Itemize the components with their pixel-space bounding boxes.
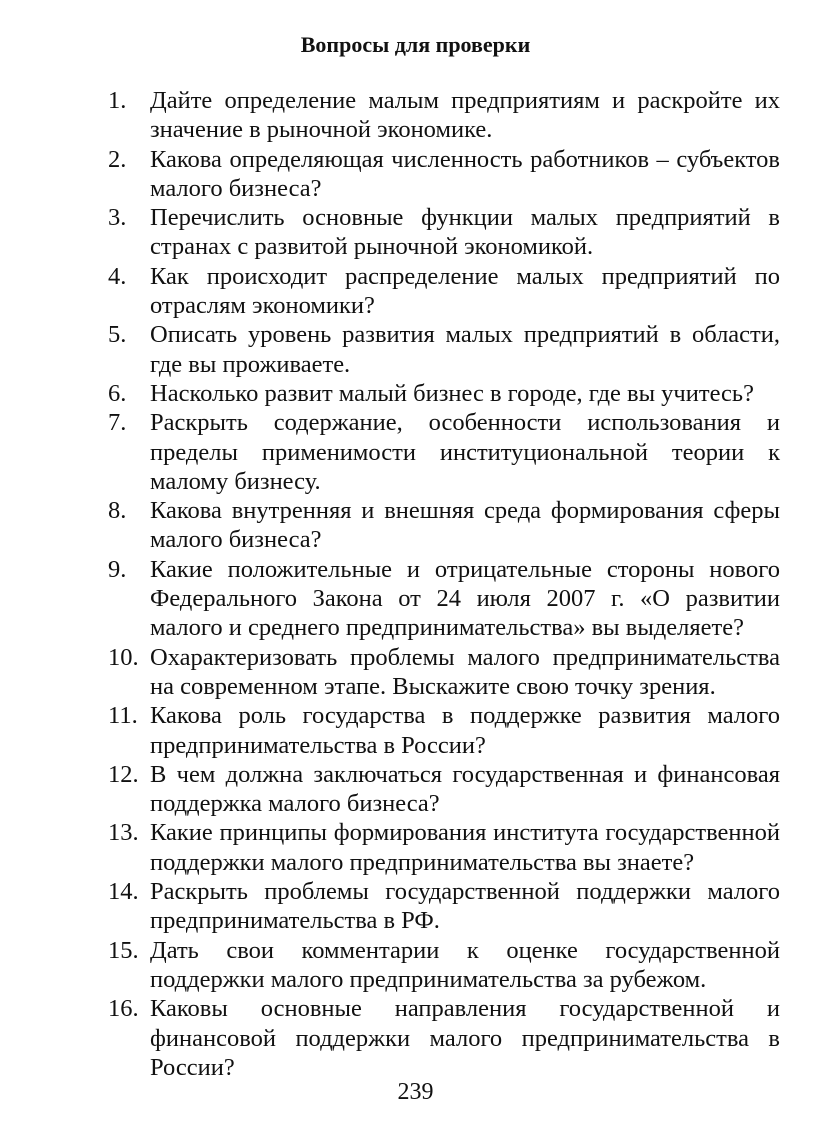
page-number: 239 [397,1079,434,1105]
question-item [108,262,780,321]
question-item [108,555,780,643]
question-text: Охарактеризовать проблемы малого предпринимательства на современном этапе. Выскажите свою точку зрения. [150,643,780,700]
question-text: Перечислить основные функции малых предприятий в странах с развитой рыночной экономикой. [150,204,780,261]
question-item [108,496,780,555]
question-text: Описать уровень развития малых предприятий в области, где вы проживаете. [150,321,780,378]
question-item [108,818,780,877]
question-item [108,643,780,702]
question-item [108,936,780,995]
question-number: 10. [108,643,139,671]
question-number: 15. [108,936,139,964]
question-number: 13. [108,819,139,847]
question-item [108,86,780,145]
question-number: 2. [108,145,127,173]
question-item [108,408,780,496]
question-text: Раскрыть проблемы государственной поддержки малого предпринимательства в РФ. [150,878,780,935]
question-number: 3. [108,204,127,232]
question-number: 16. [108,995,139,1023]
question-text: Какова определяющая численность работников – субъектов малого бизнеса? [150,145,780,202]
question-text: Каковы основные направления государственной и финансовой поддержки малого предпринимательства в России? [150,995,780,1081]
question-item [108,320,780,379]
question-text: Дать свои комментарии к оценке государственной поддержки малого предпринимательства за рубежом. [150,936,780,993]
question-number: 1. [108,87,127,114]
question-item [108,994,780,1082]
question-number: 7. [108,409,127,437]
question-item [108,379,780,408]
question-item [108,877,780,936]
question-number: 5. [108,321,127,349]
section-title: Вопросы для проверки [300,32,531,57]
question-item [108,701,780,760]
questions-list [108,86,780,1082]
question-item [108,760,780,819]
question-text: Насколько развит малый бизнес в городе, где вы учитесь? [150,379,754,407]
question-text: Какие принципы формирования института государственной поддержки малого предпринимательства вы знаете? [150,819,780,876]
question-item [108,203,780,262]
question-text: Дайте определение малым предприятиям и раскройте их значение в рыночной экономике. [150,87,780,144]
question-number: 9. [108,555,127,583]
question-number: 12. [108,760,139,788]
question-text: Какова роль государства в поддержке развития малого предпринимательства в России? [150,702,780,759]
question-number: 6. [108,379,127,407]
question-number: 14. [108,878,139,906]
question-text: Какие положительные и отрицательные стороны нового Федерального Закона от 24 июля 2007 г. «О развитии малого и среднего предпринимательства» вы выделяете? [150,555,780,642]
question-text: Какова внутренняя и внешняя среда формирования сферы малого бизнеса? [150,497,780,554]
question-text: Как происходит распределение малых предприятий по отраслям экономики? [150,262,780,320]
question-number: 4. [108,262,127,290]
question-number: 8. [108,497,127,525]
question-item [108,145,780,204]
question-text: Раскрыть содержание, особенности использования и пределы применимости институциональной теории к малому бизнесу. [150,409,780,495]
question-text: В чем должна заключаться государственная и финансовая поддержка малого бизнеса? [150,760,780,818]
question-number: 11. [108,702,138,730]
